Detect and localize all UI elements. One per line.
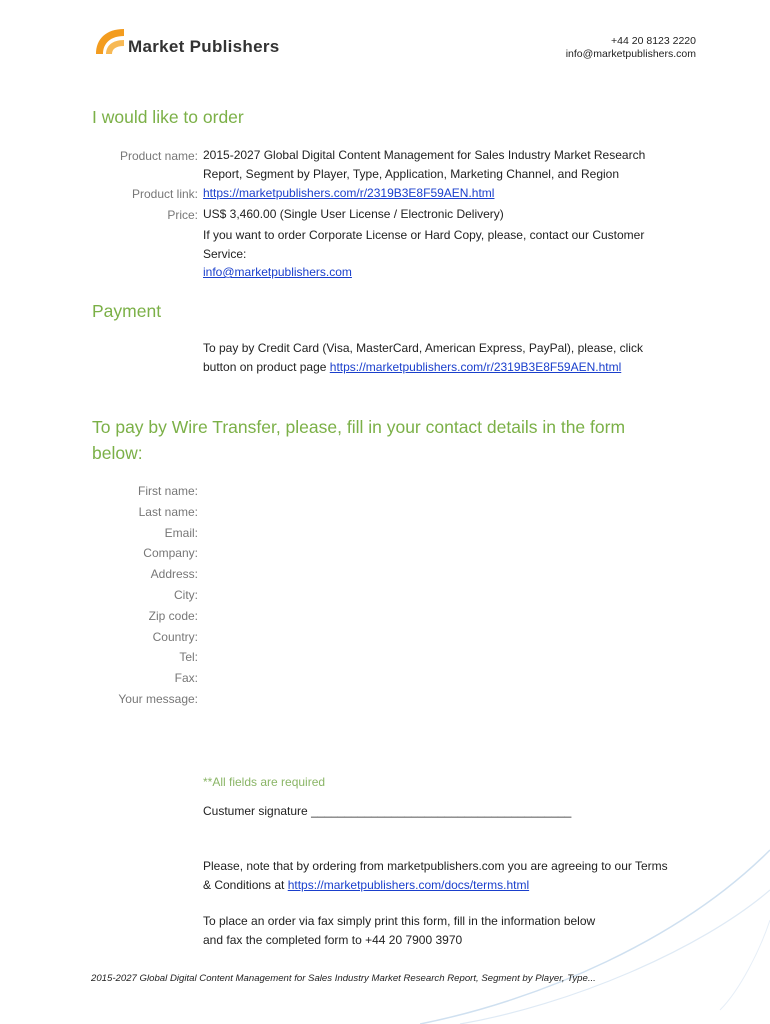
form-field-input[interactable]: [203, 482, 673, 500]
form-field-input[interactable]: [203, 544, 673, 562]
form-field-label: First name:: [137, 484, 198, 498]
form-field-label: Zip code:: [148, 609, 198, 623]
footer-report-title: 2015-2027 Global Digital Content Management for Sales Industry Market Research Report, Segment by Player, Type...: [91, 973, 596, 984]
form-field-label: Tel:: [179, 650, 198, 664]
form-field-label: Address:: [150, 567, 198, 581]
fax-line2: and fax the completed form to +44 20 7900 3970: [203, 932, 463, 947]
form-field-input[interactable]: [203, 503, 673, 521]
fax-line1: To place an order via fax simply print this form, fill in the information below: [203, 914, 596, 928]
product-link[interactable]: https://marketpublishers.com/r/2319B3E8F59AEN.html: [203, 186, 495, 200]
form-field-label: Last name:: [138, 505, 198, 519]
payment-text-line2: button on product page: [203, 359, 330, 374]
wire-heading-line1: To pay by Wire Transfer, please, fill in your contact details in the form: [92, 417, 626, 437]
form-field-input[interactable]: [203, 524, 673, 542]
header-email: info@marketpublishers.com: [565, 48, 696, 60]
form-field-input[interactable]: [203, 565, 673, 583]
order-heading: I would like to order: [92, 107, 244, 127]
payment-heading: Payment: [92, 301, 162, 321]
terms-line2: & Conditions at: [203, 877, 288, 892]
terms-line1: Please, note that by ordering from marketpublishers.com you are agreeing to our Terms: [203, 859, 668, 873]
price-label: Price:: [167, 208, 198, 222]
signature-row: [203, 802, 571, 821]
form-field-label: Company:: [143, 546, 198, 560]
product-name-line2: Report, Segment by Player, Type, Application, Marketing Channel, and Region: [203, 166, 620, 181]
signature-line[interactable]: _______________________________________: [311, 804, 572, 818]
product-name-line1: 2015-2027 Global Digital Content Management for Sales Industry Market Research: [203, 148, 646, 162]
logo-arc-icon: [94, 27, 126, 55]
form-field-label: City:: [174, 588, 198, 602]
form-field-input[interactable]: [203, 669, 673, 687]
price-value: US$ 3,460.00 (Single User License / Electronic Delivery): [203, 207, 504, 221]
wire-heading-line2: below:: [92, 443, 143, 463]
header-phone: +44 20 8123 2220: [611, 35, 696, 47]
form-field-label: Fax:: [174, 671, 198, 685]
product-link-label: Product link:: [131, 187, 198, 201]
form-field-input[interactable]: [203, 648, 673, 666]
product-name-label: Product name:: [119, 149, 198, 163]
payment-text-line1: To pay by Credit Card (Visa, MasterCard, American Express, PayPal), please, click: [203, 341, 643, 355]
payment-product-link[interactable]: https://marketpublishers.com/r/2319B3E8F59AEN.html: [329, 359, 622, 374]
corporate-note-line2: Service:: [203, 246, 247, 261]
wire-transfer-heading: [92, 414, 625, 466]
corporate-note-line1: If you want to order Corporate License or Hard Copy, please, contact our Customer: [203, 228, 645, 242]
product-name-value: [203, 146, 645, 183]
brand-name: Market Publishers: [128, 37, 280, 56]
form-field-input[interactable]: [203, 607, 673, 625]
form-field-label: Email:: [164, 526, 198, 540]
terms-link[interactable]: https://marketpublishers.com/docs/terms.html: [287, 877, 530, 892]
form-field-label: Your message:: [118, 692, 198, 706]
form-field-input[interactable]: [203, 586, 673, 604]
form-field-input[interactable]: [203, 690, 673, 708]
service-email-link[interactable]: info@marketpublishers.com: [203, 265, 352, 279]
signature-label: Custumer signature: [203, 804, 308, 818]
required-fields-note: **All fields are required: [203, 775, 326, 789]
corporate-license-note: [203, 226, 644, 282]
form-field-label: Country:: [152, 630, 198, 644]
payment-text: [203, 339, 643, 376]
brand-logo: [94, 27, 304, 59]
decorative-swoosh: [420, 830, 770, 1024]
form-field-input[interactable]: [203, 628, 673, 646]
